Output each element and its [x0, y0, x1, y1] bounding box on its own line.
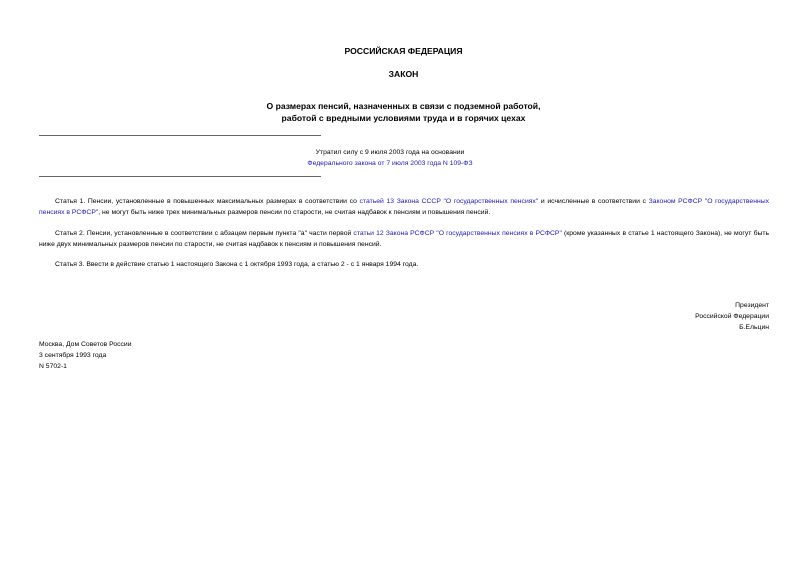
article-1-text-b: и исчисленные в соответствии с — [538, 198, 649, 205]
signature-title: Президент — [735, 302, 769, 309]
doc-type-heading: ЗАКОН — [388, 69, 419, 79]
signature-block — [695, 300, 769, 333]
date: 3 сентября 1993 года — [39, 352, 107, 359]
article-1-link-ussr-law[interactable]: статьей 13 Закона СССР "О государственных пенсиях" — [359, 198, 539, 205]
article-2 — [39, 228, 769, 250]
article-1-text-a: Статья 1. Пенсии, установленные в повышенных максимальных размерах в соответствии со — [55, 198, 360, 205]
article-3: Статья 3. Ввести в действие статью 1 настоящего Закона с 1 октября 1993 года, а статью 2 - с 1 января 1994 года. — [55, 261, 419, 268]
signature-name: Б.Ельцин — [739, 324, 769, 331]
country-heading: РОССИЙСКАЯ ФЕДЕРАЦИЯ — [344, 46, 463, 56]
repeal-law-link[interactable]: Федерального закона от 7 июля 2003 года N 109-ФЗ — [307, 160, 473, 167]
repeal-notice-text: Утратил силу с 9 июля 2003 года на основании — [315, 149, 465, 156]
law-number: N 5702-1 — [39, 363, 67, 370]
law-title-line-1: О размерах пенсий, назначенных в связи с подземной работой, — [266, 101, 541, 111]
article-2-link-rsfsr-law[interactable]: статьи 12 Закона РСФСР "О государственных пенсиях в РСФСР" — [353, 230, 562, 237]
divider-bottom — [39, 176, 321, 177]
article-2-text-a: Статья 2. Пенсии, установленные в соответствии с абзацем первым пункта "а" части первой — [55, 230, 354, 237]
law-title — [0, 100, 807, 124]
divider-top — [39, 135, 321, 136]
place-date-block — [39, 339, 132, 372]
signature-country: Российской Федерации — [695, 313, 769, 320]
article-2-text-b: (кроме указанных в статье 1 настоящего Закона), не могут быть ниже двух минимальных размеров пенсии по старости, не считая надбавок к пенсиям и повышения пенсий. — [39, 230, 769, 248]
repeal-notice — [300, 147, 480, 169]
article-1-text-c: , не могут быть ниже трех минимальных размеров пенсии по старости, не считая надбавок к пенсиям и повышения пенсий. — [98, 209, 491, 216]
article-1 — [39, 196, 769, 218]
place: Москва, Дом Советов России — [39, 341, 132, 348]
law-title-line-2: работой с вредными условиями труда и в горячих цехах — [281, 113, 526, 123]
article-1-link-rsfsr-law[interactable]: Законом РСФСР "О государственных пенсиях в РСФСР" — [39, 198, 769, 216]
